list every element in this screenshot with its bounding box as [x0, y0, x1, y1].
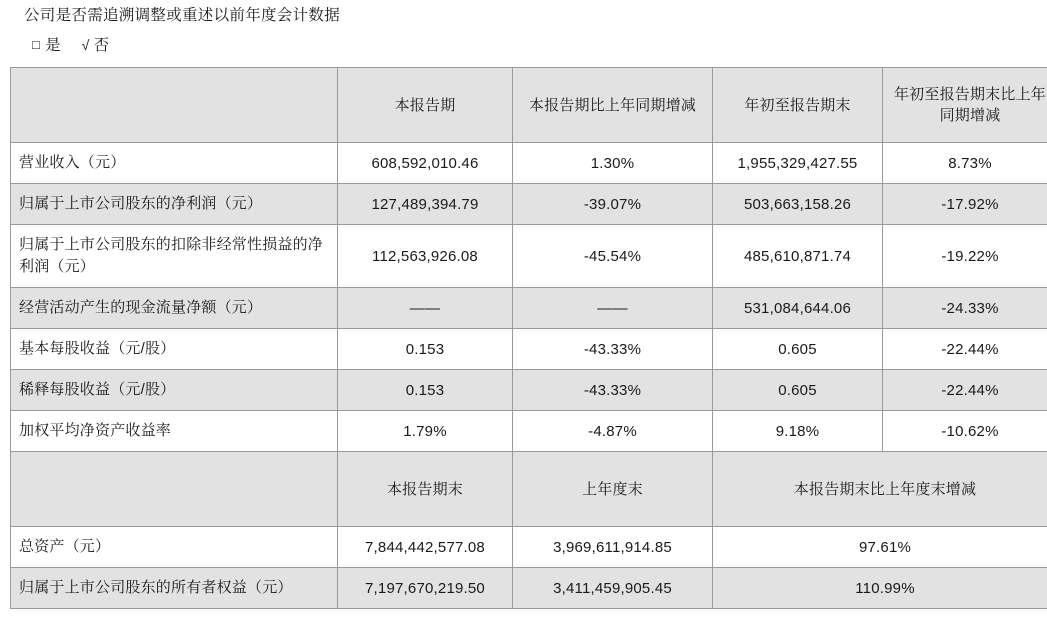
answer-options: [10, 26, 1037, 65]
row-value: 0.605: [713, 370, 883, 411]
row-value: -24.33%: [883, 288, 1047, 329]
row-value: -10.62%: [883, 411, 1047, 452]
table-row: [11, 143, 1047, 184]
table-row: [11, 527, 1047, 568]
option-no[interactable]: [82, 35, 110, 56]
row-value: 0.153: [338, 329, 513, 370]
table-header-row-lower: [11, 452, 1047, 527]
table-row: [11, 184, 1047, 225]
row-value: ——: [338, 288, 513, 329]
row-value: 0.605: [713, 329, 883, 370]
header-cell-prior-year-end: 上年度末: [513, 452, 713, 527]
financial-table: [10, 67, 1047, 609]
header-cell-ytd-yoy: 年初至报告期末比上年同期增减: [883, 68, 1047, 143]
option-no-label: 否: [93, 37, 110, 54]
header-cell-period-end: 本报告期末: [338, 452, 513, 527]
row-value: 1,955,329,427.55: [713, 143, 883, 184]
header-cell-current-period-yoy: 本报告期比上年同期增减: [513, 68, 713, 143]
table-row: [11, 370, 1047, 411]
row-value: -22.44%: [883, 329, 1047, 370]
checkbox-empty-icon: □: [32, 37, 41, 52]
row-value: 485,610,871.74: [713, 225, 883, 288]
table-header-row-upper: [11, 68, 1047, 143]
row-label: 基本每股收益（元/股）: [11, 329, 338, 370]
checkmark-icon: √: [81, 37, 90, 53]
row-label: 稀释每股收益（元/股）: [11, 370, 338, 411]
row-value: 97.61%: [713, 527, 1047, 568]
row-label: 归属于上市公司股东的扣除非经常性损益的净利润（元）: [11, 225, 338, 288]
row-value: 3,411,459,905.45: [513, 568, 713, 609]
question-text: 公司是否需追溯调整或重述以前年度会计数据: [24, 7, 341, 24]
row-value: 531,084,644.06: [713, 288, 883, 329]
row-value: 112,563,926.08: [338, 225, 513, 288]
header-cell-ytd: 年初至报告期末: [713, 68, 883, 143]
row-label: 归属于上市公司股东的净利润（元）: [11, 184, 338, 225]
option-yes[interactable]: [32, 36, 61, 56]
row-value: 0.153: [338, 370, 513, 411]
row-value: 3,969,611,914.85: [513, 527, 713, 568]
table-row: [11, 568, 1047, 609]
header-cell-blank: [11, 68, 338, 143]
table-row: [11, 329, 1047, 370]
row-value: 8.73%: [883, 143, 1047, 184]
row-label: 归属于上市公司股东的所有者权益（元）: [11, 568, 338, 609]
row-value: 1.30%: [513, 143, 713, 184]
row-value: -22.44%: [883, 370, 1047, 411]
row-value: 7,844,442,577.08: [338, 527, 513, 568]
row-label: 总资产（元）: [11, 527, 338, 568]
row-label: 营业收入（元）: [11, 143, 338, 184]
row-value: 9.18%: [713, 411, 883, 452]
row-value: -39.07%: [513, 184, 713, 225]
table-row: [11, 411, 1047, 452]
row-value: ——: [513, 288, 713, 329]
option-yes-label: 是: [45, 37, 61, 54]
row-value: -43.33%: [513, 370, 713, 411]
table-row: [11, 288, 1047, 329]
header-cell-period-end-change: 本报告期末比上年度末增减: [713, 452, 1047, 527]
row-value: 110.99%: [713, 568, 1047, 609]
row-value: 503,663,158.26: [713, 184, 883, 225]
row-value: -19.22%: [883, 225, 1047, 288]
row-value: -45.54%: [513, 225, 713, 288]
row-label: 经营活动产生的现金流量净额（元）: [11, 288, 338, 329]
row-value: 608,592,010.46: [338, 143, 513, 184]
row-value: 7,197,670,219.50: [338, 568, 513, 609]
table-row: [11, 225, 1047, 288]
row-value: 1.79%: [338, 411, 513, 452]
row-value: 127,489,394.79: [338, 184, 513, 225]
header-cell-current-period: 本报告期: [338, 68, 513, 143]
row-value: -43.33%: [513, 329, 713, 370]
row-value: -17.92%: [883, 184, 1047, 225]
header-cell-blank: [11, 452, 338, 527]
row-label: 加权平均净资产收益率: [11, 411, 338, 452]
row-value: -4.87%: [513, 411, 713, 452]
